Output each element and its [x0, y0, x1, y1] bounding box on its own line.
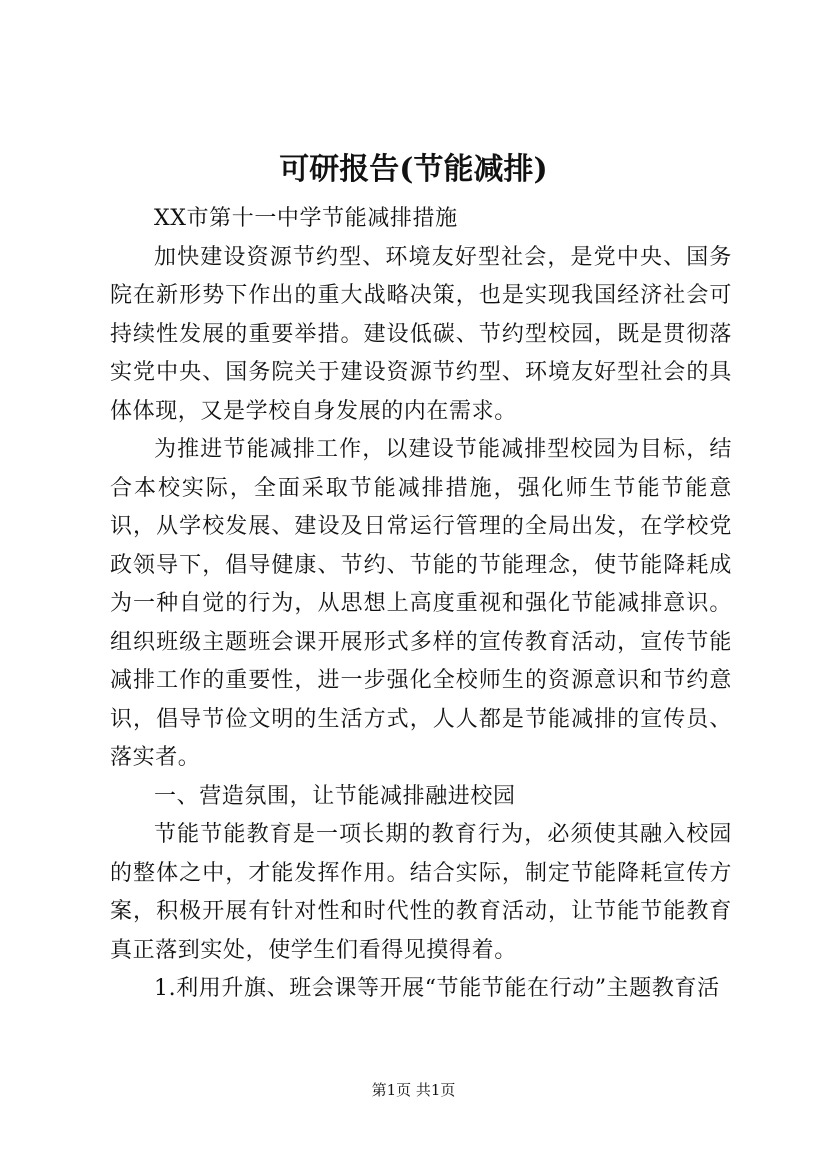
- paragraph: 加快建设资源节约型、环境友好型社会，是党中央、国务院在新形势下作出的重大战略决策，也是实现我国经济社会可持续性发展的重要举措。建设低碳、节约型校园，既是贯彻落实党中央、国务院关于建设资源节约型、环境友好型社会的具体体现，又是学校自身发展的内在需求。: [110, 244, 732, 424]
- paragraph: 节能节能教育是一项长期的教育行为，必须使其融入校园的整体之中，才能发挥作用。结合实际，制定节能降耗宣传方案，积极开展有针对性和时代性的教育活动，让节能节能教育真正落到实处，使学生们看得见摸得着。: [110, 822, 732, 963]
- document-title: 可研报告(节能减排): [279, 152, 548, 187]
- paragraph: 为推进节能减排工作，以建设节能减排型校园为目标，结合本校实际，全面采取节能减排措施，强化师生节能节能意识，从学校发展、建设及日常运行管理的全局出发，在学校党政领导下，倡导健康、节约、节能的节能理念，使节能降耗成为一种自觉的行为，从思想上高度重视和强化节能减排意识。组织班级主题班会课开展形式多样的宣传教育活动，宣传节能减排工作的重要性，进一步强化全校师生的资源意识和节约意识，倡导节俭文明的生活方式，人人都是节能减排的宣传员、落实者。: [110, 437, 732, 770]
- section-heading: 一、营造氛围，让节能减排融进校园: [154, 783, 516, 809]
- list-item: 1.利用升旗、班会课等开展“节能节能在行动”主题教育活: [154, 976, 720, 1001]
- document-body: [110, 200, 732, 1009]
- paragraph-heading: XX市第十一中学节能减排措施: [154, 206, 458, 231]
- page-footer: 第1页 共1页: [371, 1081, 456, 1099]
